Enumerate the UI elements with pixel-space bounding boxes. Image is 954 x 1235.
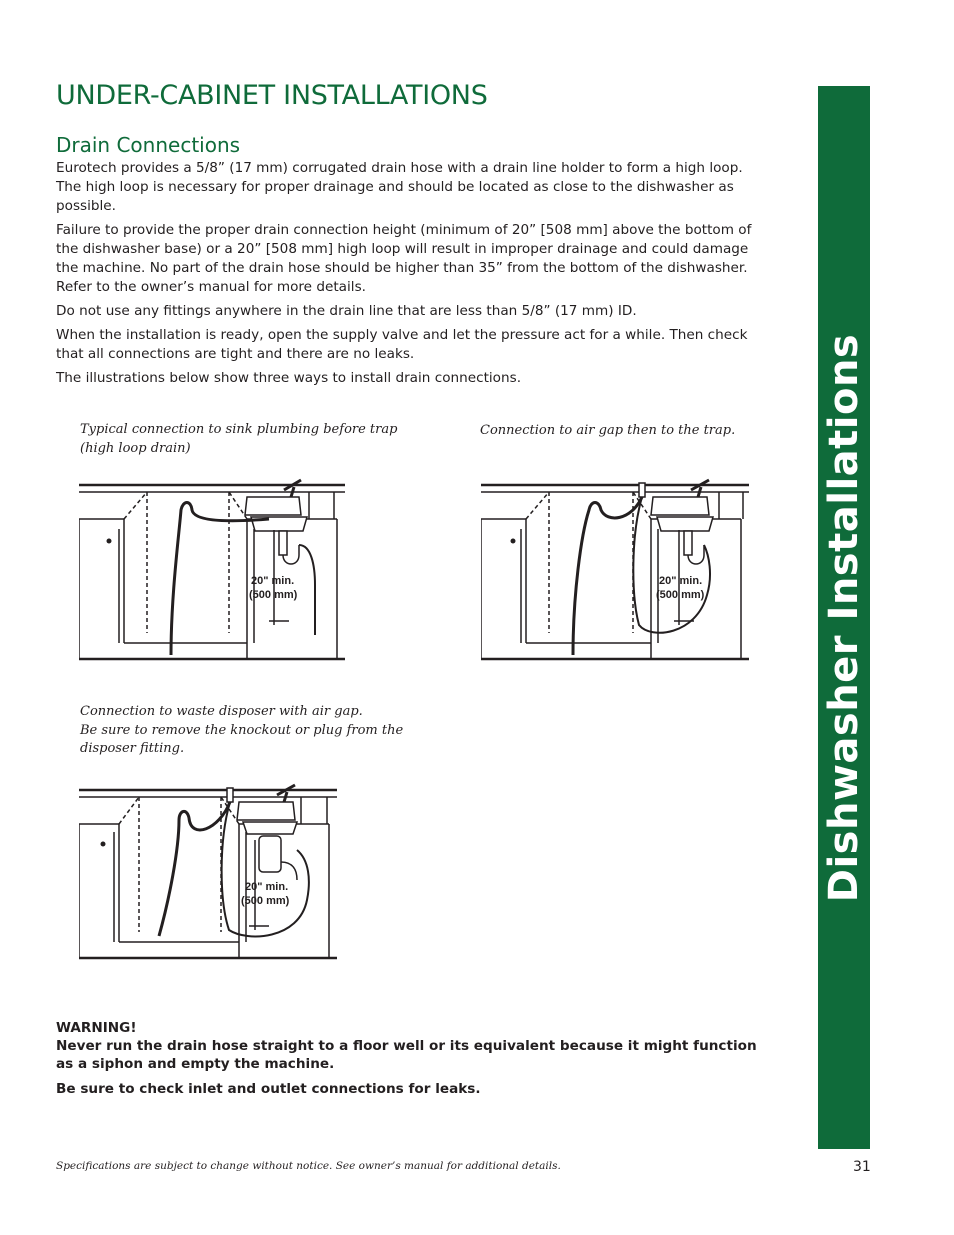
- dimension-label: (500 mm): [249, 589, 298, 601]
- waste-disposer-diagram: [79, 770, 339, 962]
- air-gap-trap-diagram: [481, 475, 751, 663]
- figure-caption: Typical connection to sink plumbing before trap (high loop drain): [80, 422, 398, 456]
- caption-line: disposer fitting.: [80, 741, 185, 756]
- footer-note: Specifications are subject to change without notice. See owner’s manual for additional details.: [56, 1160, 561, 1172]
- paragraph: Do not use any fittings anywhere in the drain line that are less than 5/8” (17 mm) ID.: [56, 303, 637, 319]
- paragraph: Eurotech provides a 5/8” (17 mm) corrugated drain hose with a drain line holder to form a high loop. The high loop is necessary for proper drainage and should be located as close to the dishwasher as possible.: [56, 160, 743, 214]
- figure-caption: [80, 703, 404, 759]
- figure-caption: Connection to air gap then to the trap.: [480, 423, 736, 438]
- dimension-label: (500 mm): [241, 895, 290, 907]
- body-text: [56, 159, 768, 393]
- sidebar-tab: [818, 86, 870, 1149]
- dimension-label: 20" min.: [659, 575, 703, 587]
- warning-text: Be sure to check inlet and outlet connections for leaks.: [56, 1081, 481, 1097]
- dimension-label: (500 mm): [656, 589, 705, 601]
- warning-text: Never run the drain hose straight to a floor well or its equivalent because it might function as a siphon and empty the machine.: [56, 1038, 757, 1072]
- page-number: 31: [853, 1159, 871, 1175]
- warning-box: [56, 1019, 776, 1105]
- paragraph: Failure to provide the proper drain connection height (minimum of 20” [508 mm] above the bottom of the dishwasher base) or a 20” [508 mm] high loop will result in improper drainage and could damage the machine. No part of the drain hose should be higher than 35” from the bottom of the dishwasher. Refer to the owner’s manual for more details.: [56, 222, 752, 295]
- section-title: Drain Connections: [56, 133, 241, 157]
- dimension-label: 20" min.: [245, 881, 289, 893]
- paragraph: The illustrations below show three ways to install drain connections.: [56, 370, 522, 386]
- sink-trap-diagram: [79, 475, 347, 663]
- caption-line: Be sure to remove the knockout or plug from the: [80, 722, 404, 738]
- caption-line: Connection to waste disposer with air gap.: [80, 704, 363, 719]
- dimension-label: 20" min.: [251, 575, 295, 587]
- warning-heading: WARNING!: [56, 1020, 137, 1036]
- sidebar-title: Dishwasher Installations: [821, 333, 867, 902]
- paragraph: When the installation is ready, open the supply valve and let the pressure act for a while. Then check that all connections are tight and there are no leaks.: [56, 327, 748, 362]
- page-title: UNDER-CABINET INSTALLATIONS: [56, 80, 488, 111]
